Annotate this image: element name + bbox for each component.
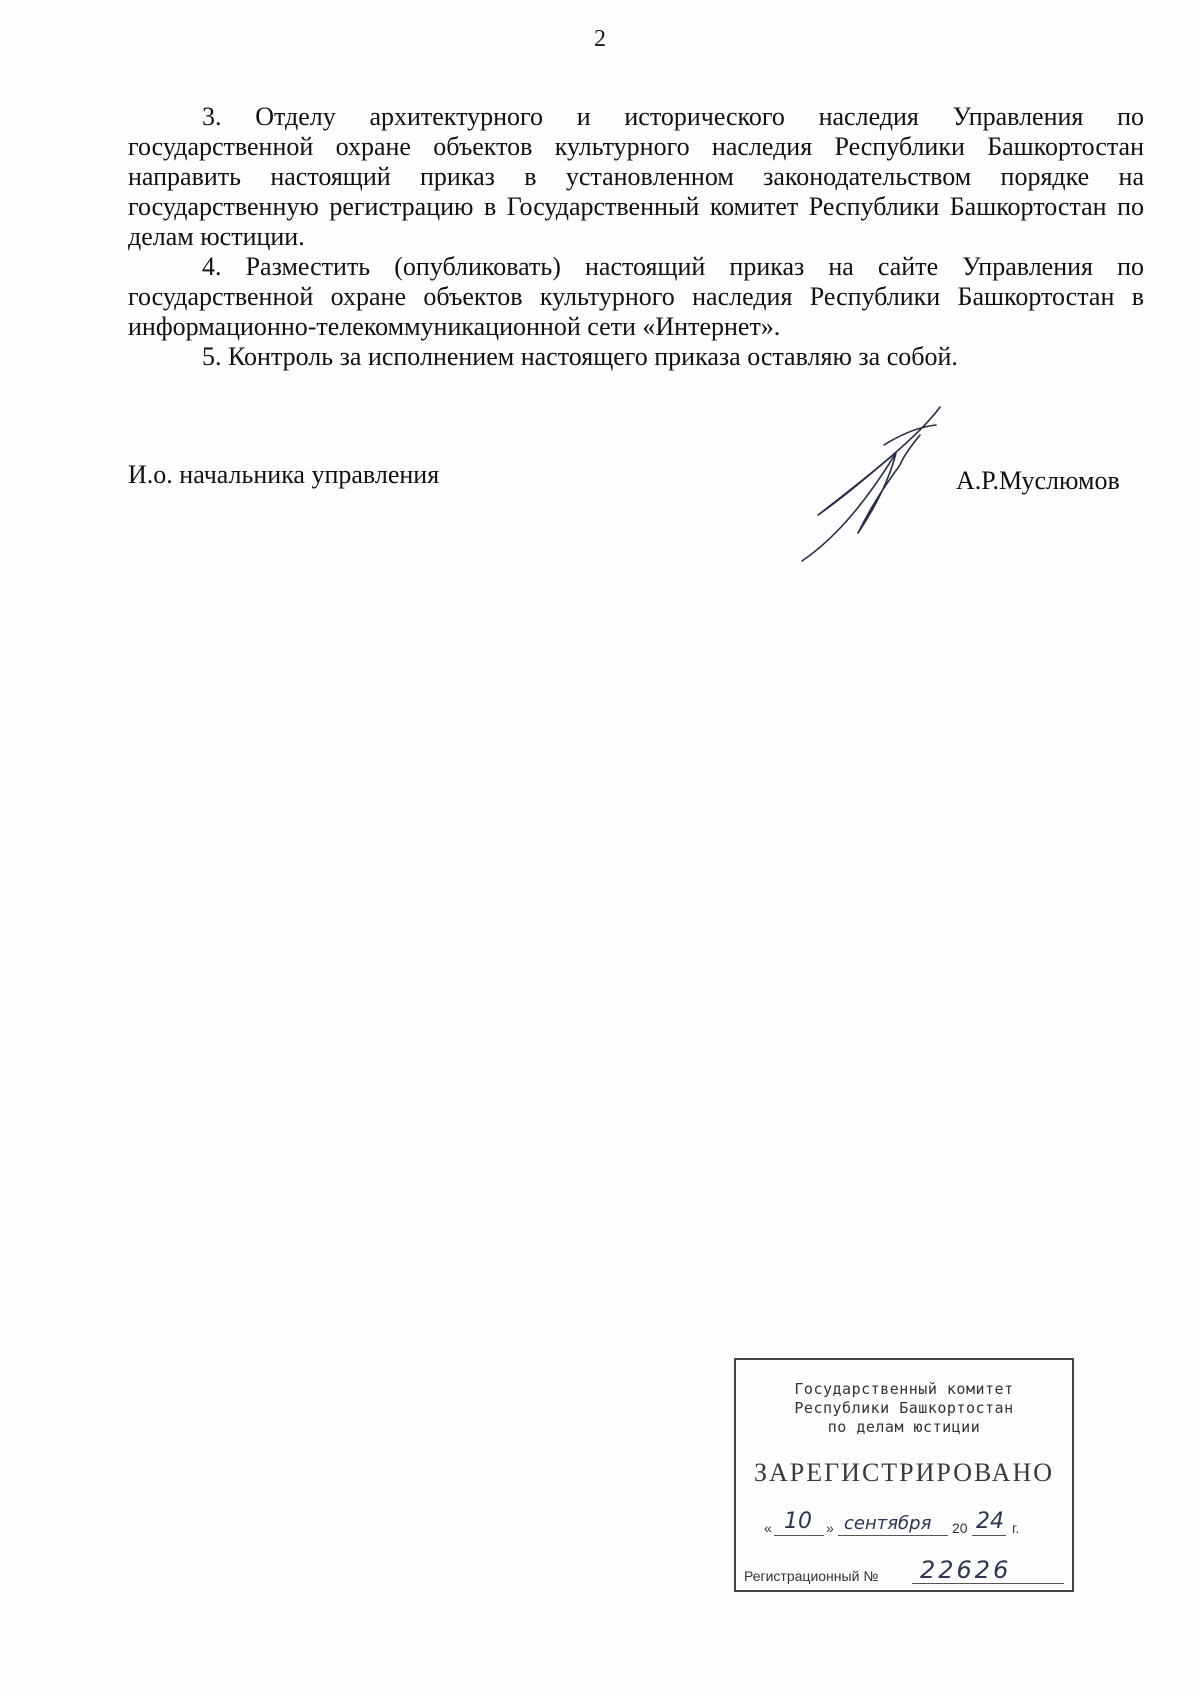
stamp-registered-label: ЗАРЕГИСТРИРОВАНО — [754, 1458, 1054, 1487]
registration-stamp — [734, 1358, 1074, 1592]
date-day: 10 — [784, 1509, 812, 1534]
reg-number-label: Регистрационный № — [744, 1568, 879, 1584]
stamp-org-line: по делам юстиции — [827, 1418, 981, 1436]
page-number: 2 — [594, 26, 606, 52]
date-close-quote: » — [826, 1520, 834, 1536]
paragraph-4: 4. Разместить (опубликовать) настоящий приказ на сайте Управления по государственной охране объектов культурного наследия Республики Башкортостан в информационно-телекоммуникационной сети «Интернет». — [128, 252, 1144, 341]
date-month-line — [838, 1535, 948, 1536]
stamp-registration-number — [744, 1558, 1064, 1586]
date-year-prefix: 20 — [952, 1520, 968, 1536]
date-year-line — [972, 1535, 1006, 1536]
date-month: сентября — [844, 1513, 932, 1534]
handwritten-signature — [800, 405, 970, 565]
stamp-organization — [736, 1380, 1072, 1437]
signatory-role: И.о. начальника управления — [128, 460, 440, 489]
reg-number-value: 22626 — [920, 1556, 1012, 1584]
signatory-name: А.Р.Муслюмов — [956, 466, 1120, 495]
date-day-line — [774, 1535, 824, 1536]
stamp-org-line: Республики Башкортостан — [794, 1399, 1014, 1417]
date-year-unit: г. — [1012, 1520, 1020, 1536]
date-year-suffix: 24 — [976, 1509, 1004, 1534]
stamp-date — [764, 1508, 1054, 1538]
date-open-quote: « — [764, 1520, 772, 1536]
document-body — [128, 102, 1144, 372]
paragraph-3: 3. Отделу архитектурного и исторического наследия Управления по государственной охране объектов культурного наследия Республики Башкортостан направить настоящий приказ в установленном законодательством порядке на государственную регистрацию в Государственный комитет Республики Башкортостан по делам юстиции. — [128, 102, 1144, 251]
stamp-org-line: Государственный комитет — [794, 1380, 1014, 1398]
paragraph-5: 5. Контроль за исполнением настоящего приказа оставляю за собой. — [202, 342, 958, 371]
